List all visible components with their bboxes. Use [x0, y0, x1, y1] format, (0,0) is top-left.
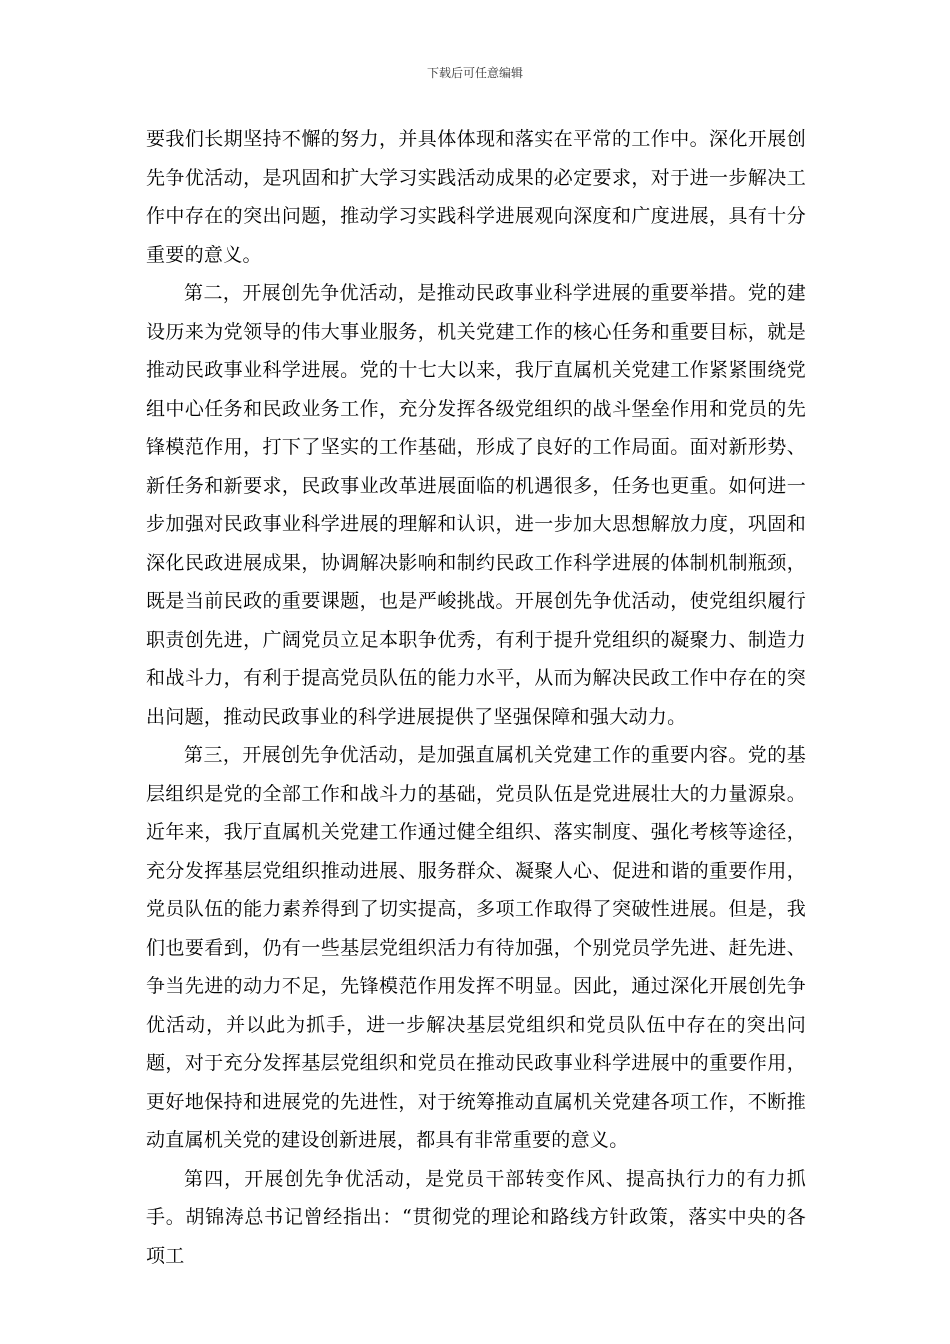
body-text — [146, 120, 806, 1275]
header-note: 下载后可任意编辑 — [426, 66, 523, 80]
paragraph-third-point: 第三，开展创先争优活动，是加强直属机关党建工作的重要内容。党的基层组织是党的全部工作和战斗力的基础，党员队伍是党进展壮大的力量源泉。近年来，我厅直属机关党建工作通过健全组织、落实制度、强化考核等途径，充分发挥基层党组织推动进展、服务群众、凝聚人心、促进和谐的重要作用，党员队伍的能力素养得到了切实提高，多项工作取得了突破性进展。但是，我们也要看到，仍有一些基层党组织活力有待加强，个别党员学先进、赶先进、争当先进的动力不足，先锋模范作用发挥不明显。因此，通过深化开展创先争优活动，并以此为抓手，进一步解决基层党组织和党员队伍中存在的突出问题，对于充分发挥基层党组织和党员在推动民政事业科学进展中的重要作用，更好地保持和进展党的先进性，对于统筹推动直属机关党建各项工作，不断推动直属机关党的建设创新进展，都具有非常重要的意义。 — [146, 744, 806, 1151]
paragraph-fourth-point: 第四，开展创先争优活动，是党员干部转变作风、提高执行力的有力抓手。胡锦涛总书记曾经指出：“贯彻党的理论和路线方针政策，落实中央的各项工 — [146, 1167, 806, 1267]
paragraph-continuation: 要我们长期坚持不懈的努力，并具体体现和落实在平常的工作中。深化开展创先争优活动，是巩固和扩大学习实践活动成果的必定要求，对于进一步解决工作中存在的突出问题，推动学习实践科学进展观向深度和广度进展，具有十分重要的意义。 — [146, 128, 806, 266]
paragraph-second-point: 第二，开展创先争优活动，是推动民政事业科学进展的重要举措。党的建设历来为党领导的伟大事业服务，机关党建工作的核心任务和重要目标，就是推动民政事业科学进展。党的十七大以来，我厅直属机关党建工作紧紧围绕党组中心任务和民政业务工作，充分发挥各级党组织的战斗堡垒作用和党员的先锋模范作用，打下了坚实的工作基础，形成了良好的工作局面。面对新形势、新任务和新要求，民政事业改革进展面临的机遇很多，任务也更重。如何进一步加强对民政事业科学进展的理解和认识，进一步加大思想解放力度，巩固和深化民政进展成果，协调解决影响和制约民政工作科学进展的体制机制瓶颈，既是当前民政的重要课题，也是严峻挑战。开展创先争优活动，使党组织履行职责创先进，广阔党员立足本职争优秀，有利于提升党组织的凝聚力、制造力和战斗力，有利于提高党员队伍的能力水平，从而为解决民政工作中存在的突出问题，推动民政事业的科学进展提供了坚强保障和强大动力。 — [146, 282, 806, 728]
